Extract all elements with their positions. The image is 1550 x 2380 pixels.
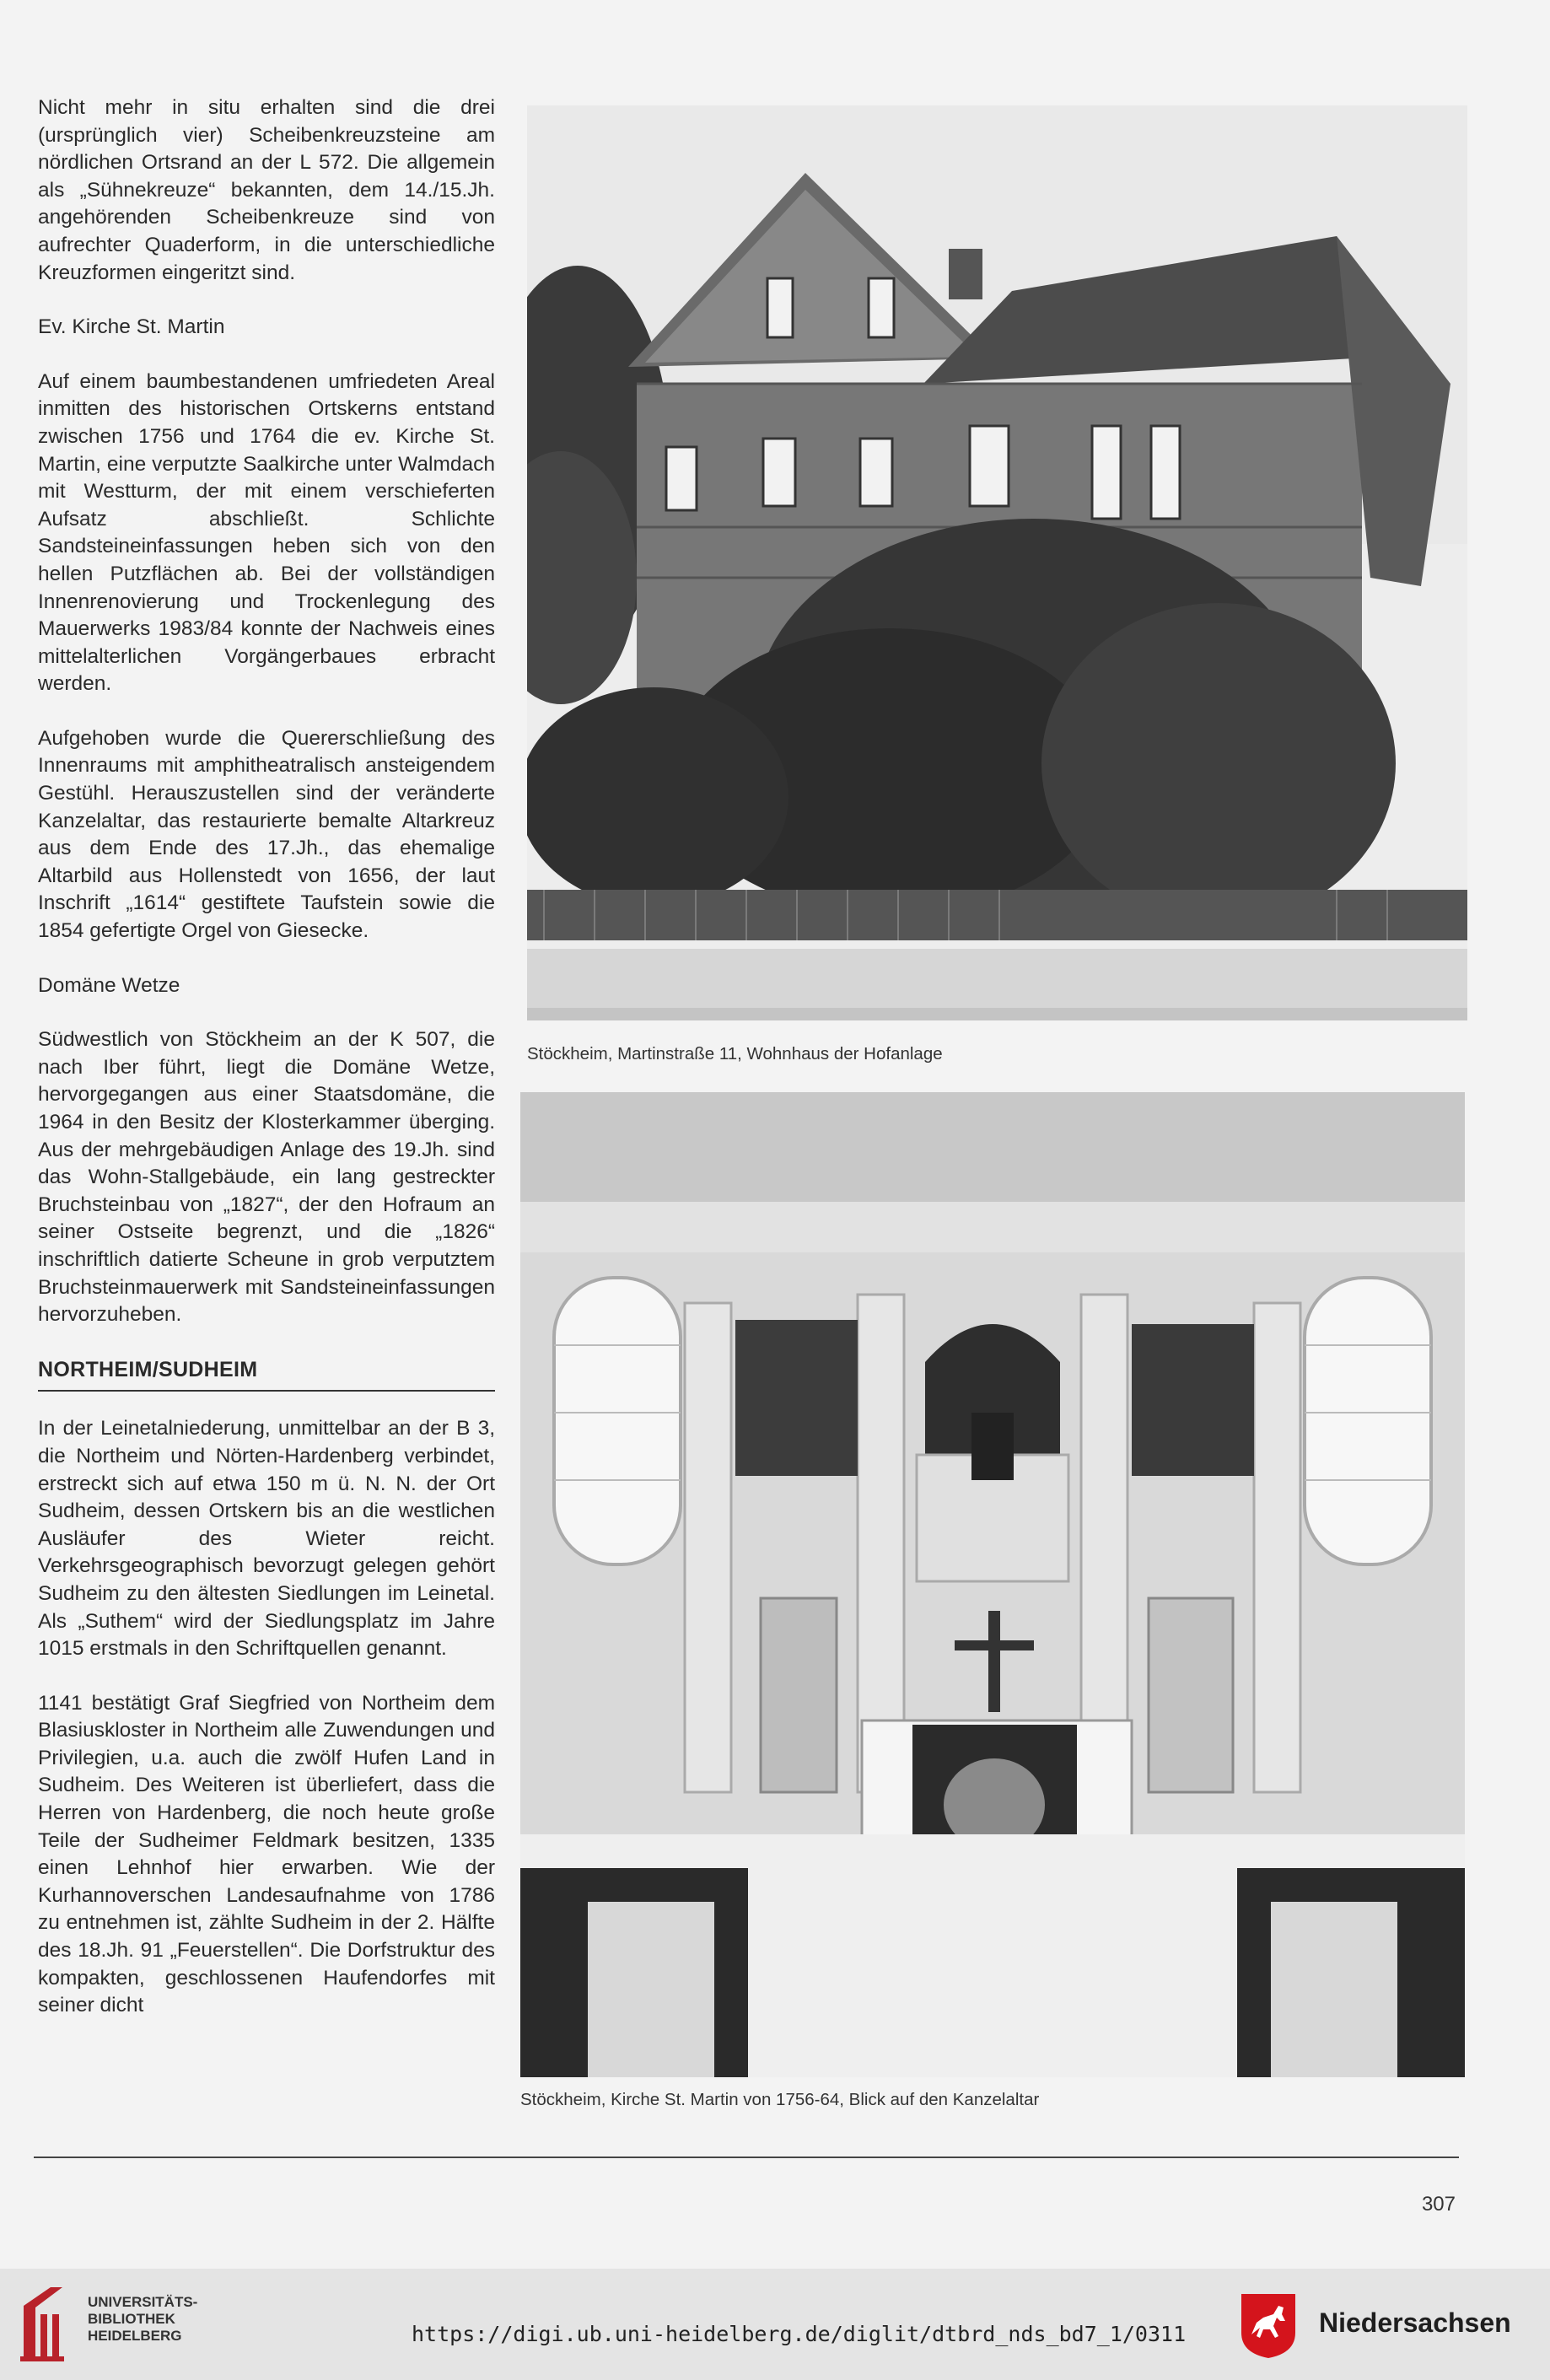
ub-name-line-3: HEIDELBERG — [88, 2328, 182, 2344]
photo-kirche-kanzelaltar — [520, 1092, 1465, 2077]
church-interior-illustration — [520, 1092, 1465, 2077]
caption-photo-1: Stöckheim, Martinstraße 11, Wohnhaus der Hofanlage — [527, 1044, 943, 1063]
footer-rule — [34, 2157, 1459, 2158]
permalink-url[interactable]: https://digi.ub.uni-heidelberg.de/diglit/dtbrd_nds_bd7_1/0311 — [412, 2322, 1187, 2346]
paragraph-sudheim-geschichte: 1141 bestätigt Graf Siegfried von Northeim dem Blasiuskloster in Northeim alle Zuwendungen und Privilegien, u.a. auch die zwölf Hufen Land in Sudheim. Des Weiteren ist überliefert, dass die Herren von Hardenberg, die noch heute große Teile der Sudheimer Feldmark besitzen, 1335 einen Lehnhof hier erwarben. Wie der Kurhannoverschen Landesaufnahme von 1786 zu entnehmen ist, zählte Sudheim in der 2. Hälfte des 18.Jh. 91 „Feuerstellen“. Die Dorfstruktur des kompakten, geschlossenen Haufendorfes mit seiner dicht — [38, 1691, 495, 2017]
photo-wohnhaus-hofanlage — [527, 105, 1467, 1020]
paragraph-kirche-bau: Auf einem baumbestandenen umfriedeten Areal inmitten des historischen Ortskerns entstand zwischen 1756 und 1764 die ev. Kirche St. Martin, eine verputzte Saalkirche unter Walmdach mit Westturm, der mit einem verschieferten Aufsatz abschließt. Schlichte Sandsteineinfassungen heben sich von den hellen Putzflächen ab. Bei der vollständigen Innenrenovierung und Trockenlegung des Mauerwerks 1983/84 konnte der Nachweis eines mittelalterlichen Vorgängerbaues erbracht werden. — [38, 369, 495, 696]
heading-kirche-st-martin: Ev. Kirche St. Martin — [38, 315, 225, 339]
ub-heidelberg-name — [88, 2294, 197, 2345]
niedersachsen-label: Niedersachsen — [1319, 2307, 1511, 2338]
ub-name-line-1: UNIVERSITÄTS- — [88, 2294, 198, 2310]
house-illustration — [527, 105, 1467, 1020]
niedersachsen-horse-logo-icon — [1240, 2292, 1297, 2360]
caption-photo-2: Stöckheim, Kirche St. Martin von 1756-64, Blick auf den Kanzelaltar — [520, 2090, 1040, 2109]
section-heading-northeim-sudheim: NORTHEIM/SUDHEIM — [38, 1356, 495, 1392]
ub-name-line-2: BIBLIOTHEK — [88, 2311, 175, 2327]
text-column — [38, 94, 495, 2047]
paragraph-scheibenkreuze: Nicht mehr in situ erhalten sind die drei (ursprünglich vier) Scheibenkreuzsteine am nördlichen Ortsrand an der L 572. Die allgemein als „Sühnekreuze“ bekannten, dem 14./15.Jh. angehörenden Scheibenkreuze sind von aufrechter Quaderform, in die unterschiedliche Kreuzformen eingeritzt sind. — [38, 96, 495, 284]
heading-domaene-wetze: Domäne Wetze — [38, 973, 180, 997]
paragraph-domaene-wetze: Südwestlich von Stöckheim an der K 507, die nach Iber führt, liegt die Domäne Wetze, hervorgegangen aus einer Staatsdomäne, die 1964 in den Besitz der Klosterkammer überging. Aus der mehrgebäudigen Anlage des 19.Jh. sind das Wohn-Stallgebäude, ein lang gestreckter Bruchsteinbau von „1827“, der den Hofraum an seiner Ostseite begrenzt, und die „1826“ inschriftlich datierte Scheune in grob verputztem Bruchsteinmauerwerk mit Sandsteineinfassungen hervorzuheben. — [38, 1028, 495, 1327]
paragraph-kirche-innen: Aufgehoben wurde die Quererschließung des Innenraums mit amphitheatralisch ansteigendem Gestühl. Herauszustellen sind der veränderte Kanzelaltar, das restaurierte bemalte Altarkreuz aus dem Ende des 17.Jh., das ehemalige Altarbild aus Hollenstedt von 1656, der laut Inschrift „1614“ gestiftete Taufstein sowie die 1854 gefertigte Orgel von Giesecke. — [38, 726, 495, 943]
ub-heidelberg-logo-icon — [17, 2282, 69, 2363]
page-number: 307 — [1421, 2193, 1456, 2216]
paragraph-sudheim-lage: In der Leinetalniederung, unmittelbar an der B 3, die Northeim und Nörten-Hardenberg verbindet, erstreckt sich auf etwa 150 m ü. N. N. der Ort Sudheim, dessen Ortskern bis an die westlichen Ausläufer des Wieter reicht. Verkehrsgeographisch bevorzugt gelegen gehört Sudheim zu den ältesten Siedlungen im Leinetal. Als „Suthem“ wird der Siedlungsplatz im Jahre 1015 erstmals in den Schriftquellen genannt. — [38, 1417, 495, 1661]
